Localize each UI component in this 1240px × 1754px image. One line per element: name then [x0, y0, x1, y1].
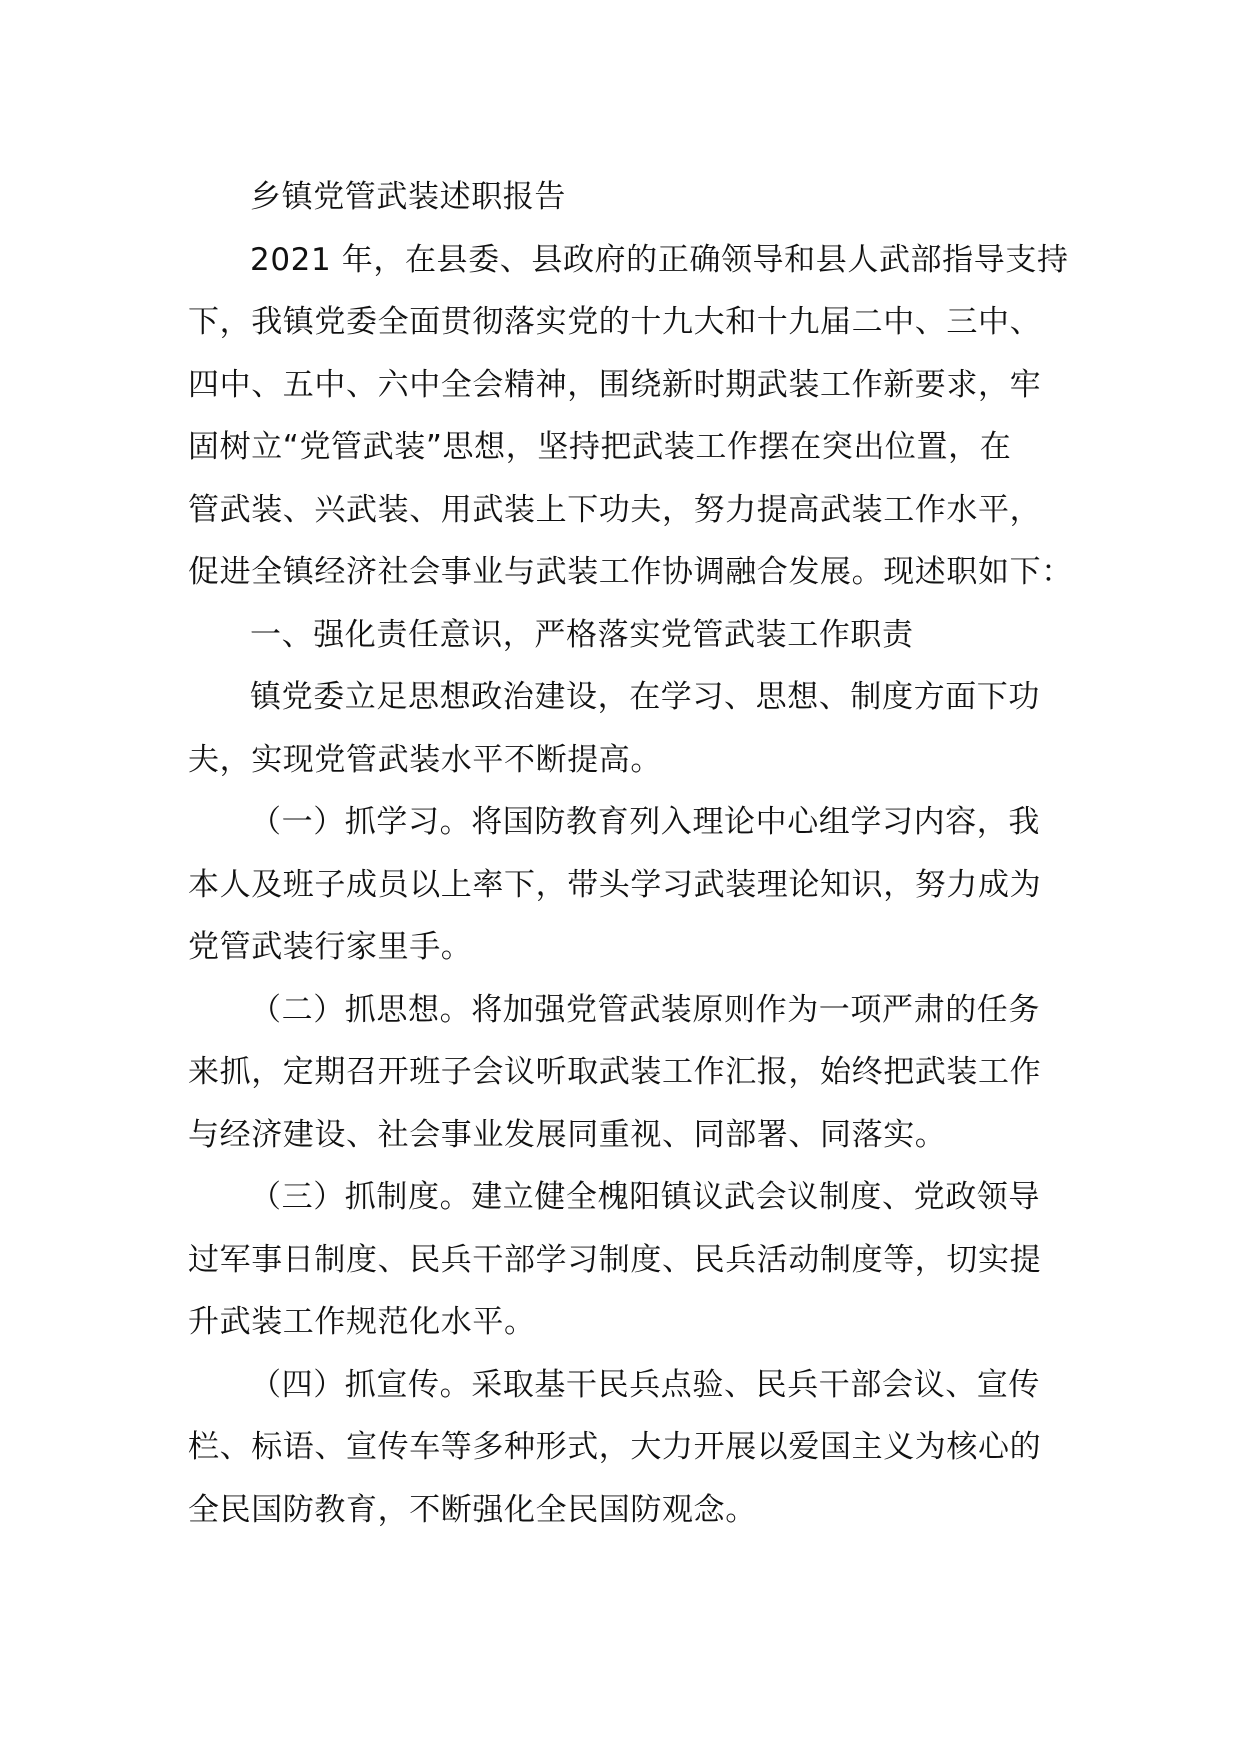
paragraph-line: 四中、五中、六中全会精神，围绕新时期武装工作新要求，牢	[188, 366, 1042, 403]
paragraph-line: 固树立“党管武装”思想，坚持把武装工作摆在突出位置，在	[188, 429, 1012, 465]
paragraph-line: 全民国防教育，不断强化全民国防观念。	[188, 1491, 757, 1528]
paragraph-line: 来抓，定期召开班子会议听取武装工作汇报，始终把武装工作	[188, 1054, 1042, 1090]
paragraph-line: 党管武装行家里手。	[188, 929, 473, 965]
paragraph-line: 与经济建设、社会事业发展同重视、同部署、同落实。	[188, 1116, 947, 1153]
paragraph-line: 促进全镇经济社会事业与武装工作协调融合发展。现述职如下：	[188, 554, 1073, 590]
report-body	[188, 166, 1073, 1541]
paragraph-line: 栏、标语、宣传车等多种形式，大力开展以爱国主义为核心的	[188, 1429, 1042, 1465]
subsection-line: （三）抓制度。建立健全槐阳镇议武会议制度、党政领导	[250, 1179, 1040, 1215]
subsection-line: （四）抓宣传。采取基干民兵点验、民兵干部会议、宣传	[250, 1366, 1040, 1403]
paragraph-line: 过军事日制度、民兵干部学习制度、民兵活动制度等，切实提	[188, 1241, 1042, 1278]
paragraph-line: 镇党委立足思想政治建设，在学习、思想、制度方面下功	[250, 679, 1040, 715]
report-title: 乡镇党管武装述职报告	[250, 179, 566, 215]
paragraph-line: 2021 年，在县委、县政府的正确领导和县人武部指导支持	[250, 241, 1069, 278]
subsection-line: （一）抓学习。将国防教育列入理论中心组学习内容，我	[250, 804, 1040, 840]
paragraph-line: 管武装、兴武装、用武装上下功夫，努力提高武装工作水平，	[188, 491, 1042, 528]
paragraph-line: 夫，实现党管武装水平不断提高。	[188, 741, 662, 778]
paragraph-line: 下，我镇党委全面贯彻落实党的十九大和十九届二中、三中、	[188, 304, 1042, 340]
paragraph-line: 本人及班子成员以上率下，带头学习武装理论知识，努力成为	[188, 866, 1042, 903]
section-heading: 一、强化责任意识，严格落实党管武装工作职责	[250, 616, 914, 653]
paragraph-line: 升武装工作规范化水平。	[188, 1304, 536, 1340]
subsection-line: （二）抓思想。将加强党管武装原则作为一项严肃的任务	[250, 991, 1040, 1028]
